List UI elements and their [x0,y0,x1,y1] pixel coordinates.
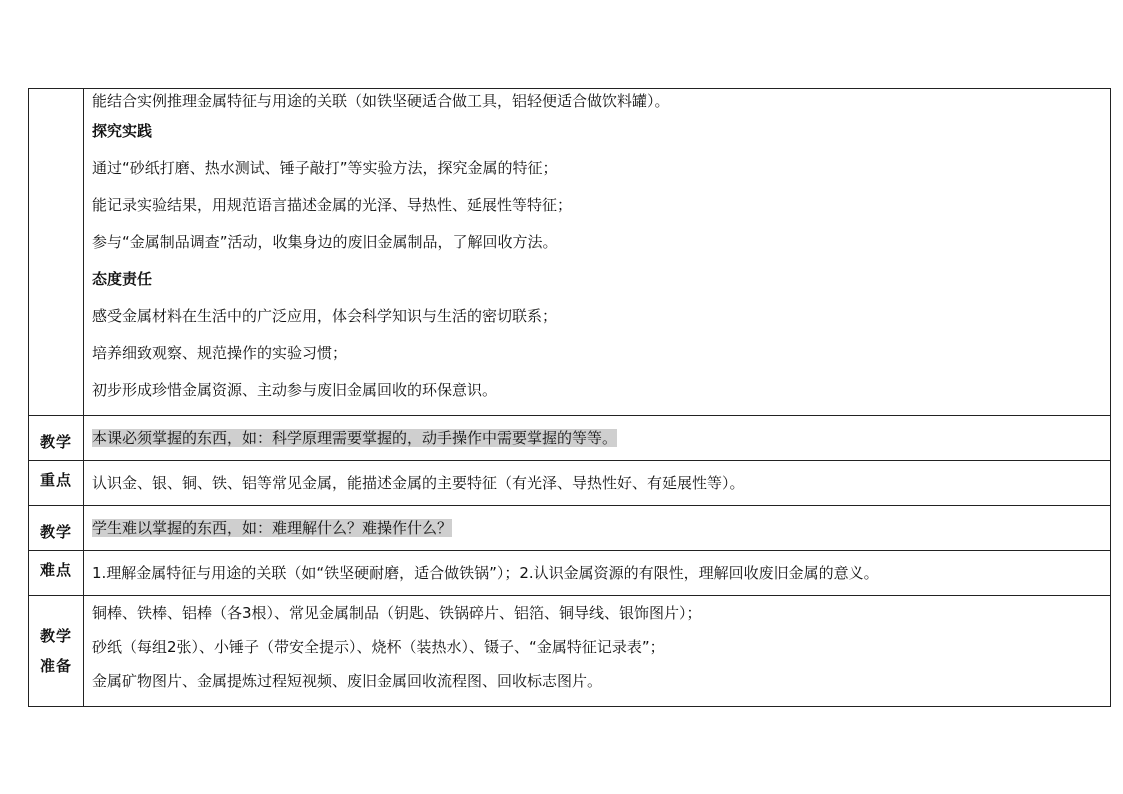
preparation-label-top: 教学 [39,627,72,645]
key-points-label-top: 教学 [29,416,84,461]
lesson-plan-table [28,88,1111,707]
attitude-heading: 态度责任 [92,270,153,288]
key-points-row-2 [29,461,1111,506]
preparation-row [29,596,1111,707]
key-points-hint-cell [84,416,1111,461]
practice-heading: 探究实践 [92,122,153,140]
key-points-label-bottom: 重点 [29,461,84,506]
attitude-item-1: 感受金属材料在生活中的广泛应用，体会科学知识与生活的密切联系； [92,307,558,325]
practice-item-3: 参与“金属制品调查”活动，收集身边的废旧金属制品，了解回收方法。 [92,233,558,251]
key-points-hint: 本课必须掌握的东西，如：科学原理需要掌握的，动手操作中需要掌握的等等。 [92,429,618,447]
practice-item-1: 通过“砂纸打磨、热水测试、锤子敲打”等实验方法，探究金属的特征； [92,159,558,177]
attitude-item-3: 初步形成珍惜金属资源、主动参与废旧金属回收的环保意识。 [92,381,498,399]
preparation-item-2: 砂纸（每组2张）、小锤子（带安全提示）、烧杯（装热水）、镊子、“金属特征记录表”； [92,638,665,656]
objective-intro-line: 能结合实例推理金属特征与用途的关联（如铁坚硬适合做工具，铝轻便适合做饮料罐）。 [92,92,670,110]
key-points-content: 认识金、银、铜、铁、铝等常见金属，能描述金属的主要特征（有光泽、导热性好、有延展性等）。 [92,474,745,492]
preparation-item-3: 金属矿物图片、金属提炼过程短视频、废旧金属回收流程图、回收标志图片。 [92,672,603,690]
preparation-item-1: 铜棒、铁棒、铝棒（各3根）、常见金属制品（钥匙、铁锅碎片、铝箔、铜导线、银饰图片）； [92,604,702,622]
key-points-content-cell [84,461,1111,506]
preparation-content-cell [84,596,1111,707]
practice-item-2: 能记录实验结果，用规范语言描述金属的光泽、导热性、延展性等特征； [92,196,573,214]
attitude-item-2: 培养细致观察、规范操作的实验习惯； [92,344,348,362]
objectives-row [29,89,1111,416]
difficulties-row-1 [29,506,1111,551]
difficulties-content: 1.理解金属特征与用途的关联（如“铁坚硬耐磨，适合做铁锅”）；2.认识金属资源的有限性，理解回收废旧金属的意义。 [92,564,879,582]
difficulties-label-bottom: 难点 [29,551,84,596]
key-points-row-1 [29,416,1111,461]
objectives-content-cell [84,89,1111,416]
difficulties-row-2 [29,551,1111,596]
difficulties-hint-cell [84,506,1111,551]
difficulties-content-cell [84,551,1111,596]
preparation-label-bottom: 准备 [39,657,72,675]
difficulties-label-top: 教学 [29,506,84,551]
difficulties-hint: 学生难以掌握的东西，如：难理解什么？难操作什么？ [92,519,453,537]
objectives-label-cell [29,89,84,416]
preparation-label-cell [29,596,84,707]
